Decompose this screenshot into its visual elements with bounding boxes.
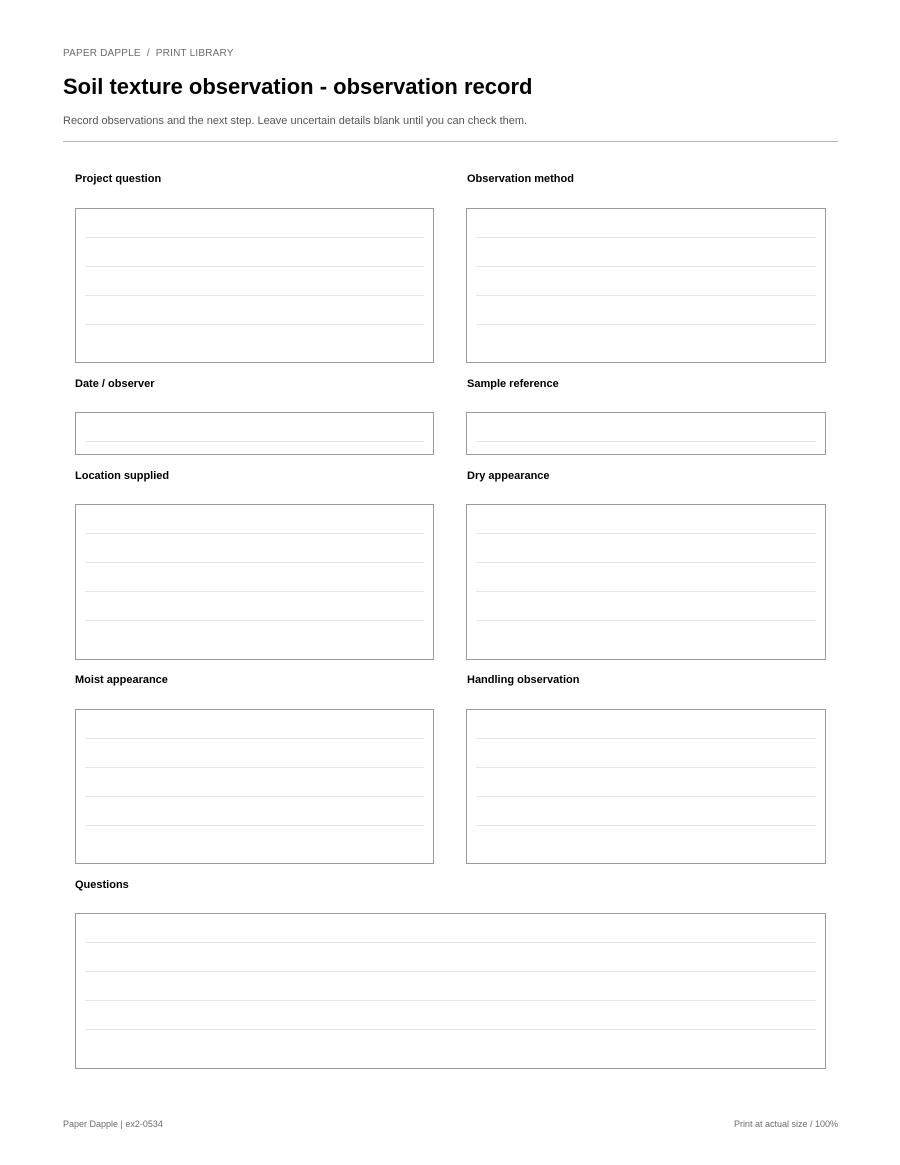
breadcrumb [63,48,234,59]
ruled-line [85,533,424,534]
ruled-line [85,1029,816,1030]
page-subtitle: Record observations and the next step. Leave uncertain details blank until you can check them. [63,115,528,127]
footer-print-note: Print at actual size / 100% [733,1119,838,1129]
ruled-line [476,237,816,238]
location-supplied-label: Location supplied [75,470,170,482]
location-supplied-box[interactable] [75,504,434,660]
ruled-line [476,441,816,442]
ruled-line [476,562,816,563]
ruled-line [85,942,816,943]
dry-appearance-label: Dry appearance [467,470,550,482]
page-title: Soil texture observation - observation record [63,74,533,99]
ruled-line [85,1000,816,1001]
ruled-line [85,591,424,592]
ruled-line [476,324,816,325]
moist-appearance-box[interactable] [75,709,434,864]
ruled-line [85,738,424,739]
ruled-line [476,591,816,592]
breadcrumb-item-brand[interactable]: PAPER DAPPLE [63,48,141,59]
questions-box[interactable] [75,913,826,1069]
moist-appearance-label: Moist appearance [75,674,168,686]
questions-label: Questions [75,879,129,891]
ruled-line [85,324,424,325]
ruled-line [476,767,816,768]
ruled-line [85,562,424,563]
breadcrumb-item-library[interactable]: PRINT LIBRARY [155,48,234,59]
ruled-line [476,533,816,534]
project-question-label: Project question [75,173,162,185]
ruled-line [85,295,424,296]
sample-reference-box[interactable] [466,412,826,455]
ruled-line [476,295,816,296]
ruled-line [476,266,816,267]
ruled-line [476,825,816,826]
ruled-line [85,237,424,238]
date-observer-box[interactable] [75,412,434,455]
ruled-line [85,796,424,797]
observation-method-box[interactable] [466,208,826,363]
ruled-line [85,441,424,442]
ruled-line [476,620,816,621]
ruled-line [476,796,816,797]
ruled-line [85,971,816,972]
ruled-line [85,825,424,826]
handling-observation-box[interactable] [466,709,826,864]
date-observer-label: Date / observer [75,378,155,390]
ruled-line [85,266,424,267]
project-question-box[interactable] [75,208,434,363]
header-divider [63,141,838,142]
footer-document-id: Paper Dapple | ex2-0534 [63,1119,163,1129]
breadcrumb-separator: / [146,48,150,59]
handling-observation-label: Handling observation [467,674,580,686]
ruled-line [85,620,424,621]
dry-appearance-box[interactable] [466,504,826,660]
sample-reference-label: Sample reference [467,378,559,390]
observation-method-label: Observation method [467,173,574,185]
ruled-line [85,767,424,768]
ruled-line [476,738,816,739]
